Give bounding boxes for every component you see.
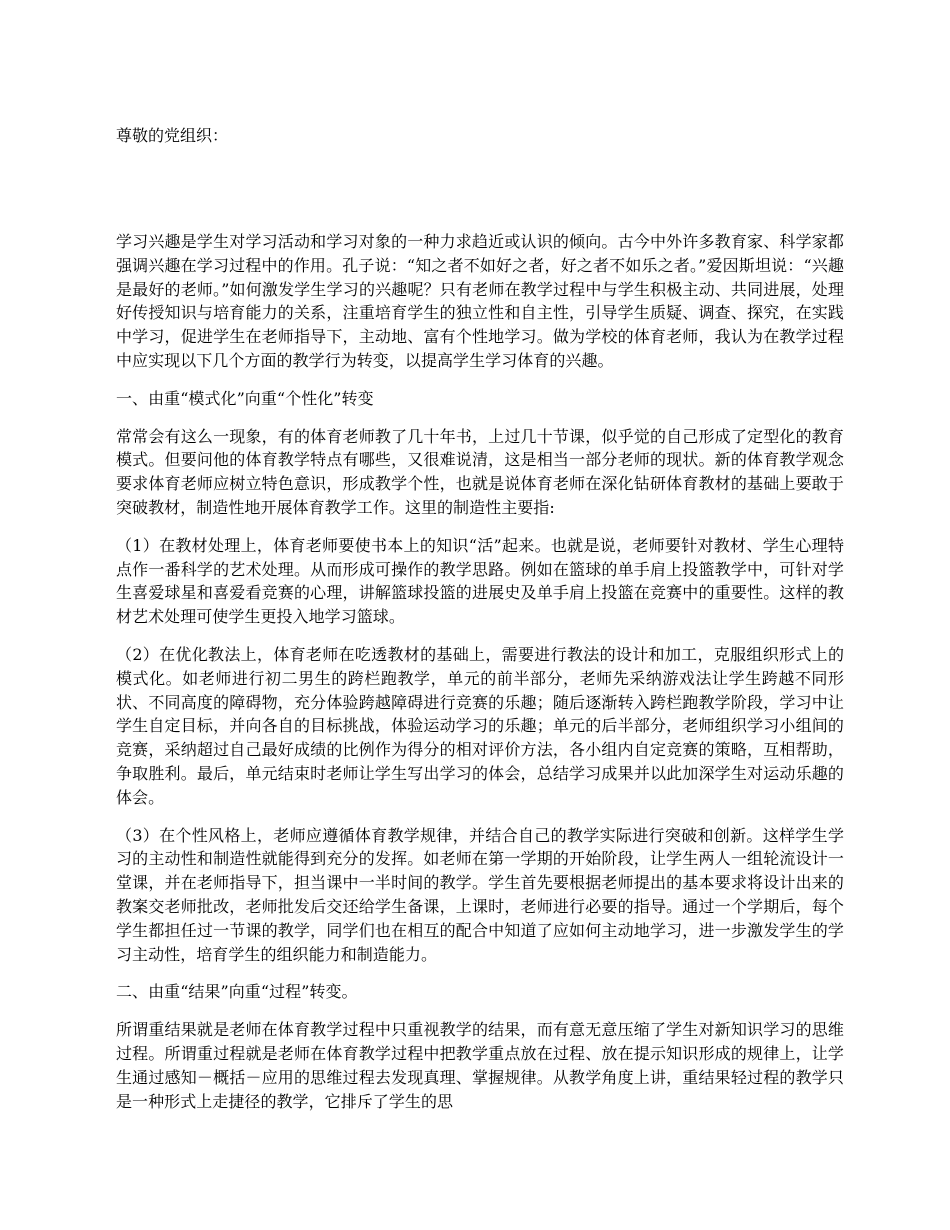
salutation: 尊敬的党组织： bbox=[116, 126, 229, 145]
document-body bbox=[116, 230, 844, 1127]
paragraph-introduction: 学习兴趣是学生对学习活动和学习对象的一种力求趋近或认识的倾向。古今中外许多教育家、科学家都强调兴趣在学习过程中的作用。孔子说：“知之者不如好之者，好之者不如乐之者。”爱因斯坦说：“兴趣是最好的老师。”如何激发学生学习的兴趣呢？只有老师在教学过程中与学生积极主动、共同进展，处理好传授知识与培育能力的关系，注重培育学生的独立性和自主性，引导学生质疑、调查、探究，在实践中学习，促进学生在老师指导下，主动地、富有个性地学习。做为学校的体育老师，我认为在教学过程中应实现以下几个方面的教学行为转变，以提高学生学习体育的兴趣。 bbox=[116, 232, 844, 370]
section-heading-2: 二、由重“结果”向重“过程”转变。 bbox=[116, 982, 358, 1002]
paragraph-point-3: （3）在个性风格上，老师应遵循体育教学规律，并结合自己的教学实际进行突破和创新。这样学生学习的主动性和制造性就能得到充分的发挥。如老师在第一学期的开始阶段，让学生两人一组轮流设计一堂课，并在老师指导下，担当课中一半时间的教学。学生首先要根据老师提出的基本要求将设计出来的教案交老师批改，老师批发后交还给学生备课，上课时，老师进行必要的指导。通过一个学期后，每个学生都担任过一节课的教学，同学们也在相互的配合中知道了应如何主动地学习，进一步激发学生的学习主动性，培育学生的组织能力和制造能力。 bbox=[116, 825, 844, 964]
paragraph-section-2-intro: 所谓重结果就是老师在体育教学过程中只重视教学的结果，而有意无意压缩了学生对新知识学习的思维过程。所谓重过程就是老师在体育教学过程中把教学重点放在过程、放在提示知识形成的规律上，让学生通过感知－概括－应用的思维过程去发现真理、掌握规律。从教学角度上讲，重结果轻过程的教学只是一种形式上走捷径的教学，它排斥了学生的思 bbox=[116, 1020, 844, 1111]
paragraph-point-2: （2）在优化教法上，体育老师在吃透教材的基础上，需要进行教法的设计和加工，克服组织形式上的模式化。如老师进行初二男生的跨栏跑教学，单元的前半部分，老师先采纳游戏法让学生跨越不同形状、不同高度的障碍物，充分体验跨越障碍进行竞赛的乐趣；随后逐渐转入跨栏跑教学阶段，学习中让学生自定目标，并向各自的目标挑战，体验运动学习的乐趣；单元的后半部分，老师组织学习小组间的竞赛，采纳超过自己最好成绩的比例作为得分的相对评价方法，各小组内自定竞赛的策略，互相帮助，争取胜利。最后，单元结束时老师让学生写出学习的体会，总结学习成果并以此加深学生对运动乐趣的体会。 bbox=[116, 644, 844, 807]
paragraph-section-1-intro: 常常会有这么一现象，有的体育老师教了几十年书，上过几十节课，似乎觉的自己形成了定型化的教育模式。但要问他的体育教学特点有哪些，又很难说清，这是相当一部分老师的现状。新的体育教学观念要求体育老师应树立特色意识，形成教学个性，也就是说体育老师在深化钻研体育教材的基础上要敢于突破教材，制造性地开展体育教学工作。这里的制造性主要指: bbox=[116, 426, 844, 517]
section-heading-1: 一、由重“模式化”向重“个性化”转变 bbox=[116, 388, 374, 408]
paragraph-point-1: （1）在教材处理上，体育老师要使书本上的知识“活”起来。也就是说，老师要针对教材、学生心理特点作一番科学的艺术处理。从而形成可操作的教学思路。例如在篮球的单手肩上投篮教学中，可针对学生喜爱球星和喜爱看竞赛的心理，讲解篮球投篮的进展史及单手肩上投篮在竞赛中的重要性。这样的教材艺术处理可使学生更投入地学习篮球。 bbox=[116, 535, 844, 627]
